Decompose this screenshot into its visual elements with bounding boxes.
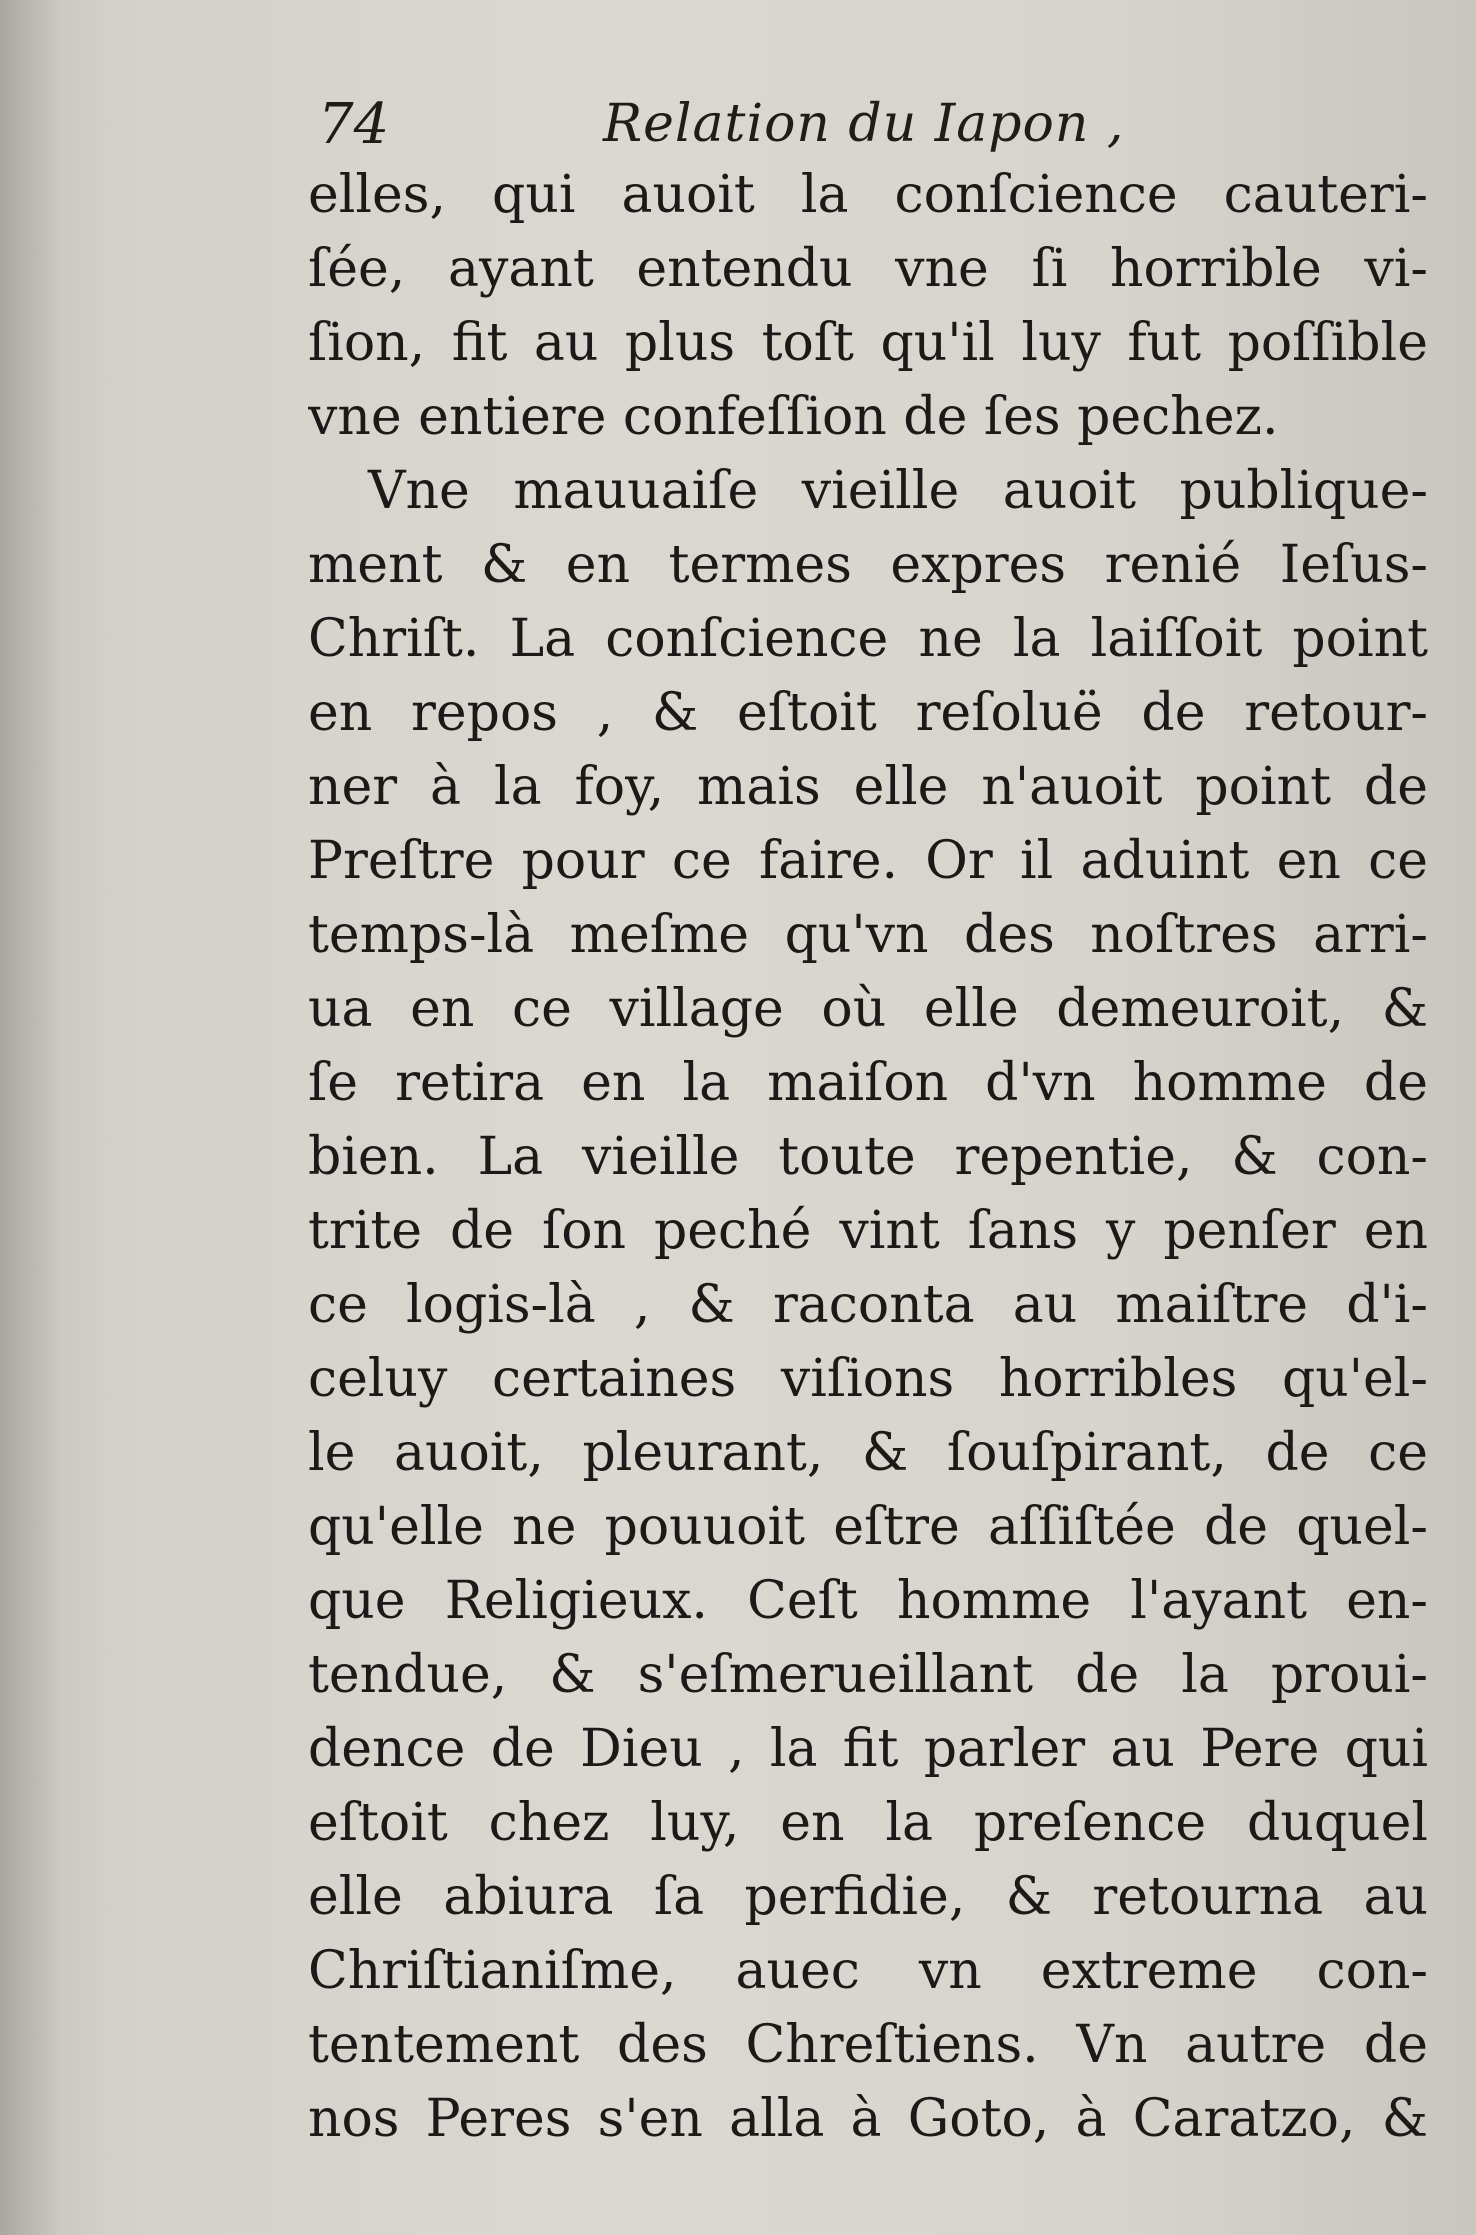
text-line: dence de Dieu , la fit parler au Pere qui bbox=[308, 1719, 1428, 1779]
text-line: nos Peres s'en alla à Goto, à Caratzo, & bbox=[308, 2089, 1428, 2149]
text-line: elle abiura ſa perfidie, & retourna au bbox=[308, 1867, 1428, 1927]
text-line: bien. La vieille toute repentie, & con- bbox=[308, 1127, 1428, 1187]
text-line: ſion, fit au plus toſt qu'il luy fut poſſible bbox=[308, 313, 1428, 373]
page-number: 74 bbox=[318, 92, 390, 157]
text-line: tendue, & s'eſmerueillant de la proui- bbox=[308, 1645, 1428, 1705]
text-line: eſtoit chez luy, en la preſence duquel bbox=[308, 1793, 1428, 1853]
text-line: ua en ce village où elle demeuroit, & bbox=[308, 979, 1428, 1039]
running-title: Relation du Iapon , bbox=[603, 94, 1125, 154]
text-line: Chriſtianiſme, auec vn extreme con- bbox=[308, 1941, 1428, 2001]
text-line: Preſtre pour ce faire. Or il aduint en ce bbox=[308, 831, 1428, 891]
text-line: temps-là meſme qu'vn des noſtres arri- bbox=[308, 905, 1428, 965]
text-line: en repos , & eſtoit reſoluë de retour- bbox=[308, 683, 1428, 743]
text-line: qu'elle ne pouuoit eſtre aſſiſtée de quel- bbox=[308, 1497, 1428, 1557]
text-line: ment & en termes expres renié Ieſus- bbox=[308, 535, 1428, 595]
text-line: ner à la foy, mais elle n'auoit point de bbox=[308, 757, 1428, 817]
text-line: ſe retira en la maiſon d'vn homme de bbox=[308, 1053, 1428, 1113]
text-line: celuy certaines viſions horribles qu'el- bbox=[308, 1349, 1428, 1409]
text-line: ce logis-là , & raconta au maiſtre d'i- bbox=[308, 1275, 1428, 1335]
text-line: vne entiere confeſſion de ſes pechez. bbox=[308, 387, 1279, 447]
text-line: tentement des Chreſtiens. Vn autre de bbox=[308, 2015, 1428, 2075]
text-line: que Religieux. Ceſt homme l'ayant en- bbox=[308, 1571, 1428, 1631]
text-line: Vne mauuaiſe vieille auoit publique- bbox=[368, 461, 1428, 521]
text-line: Chriſt. La conſcience ne la laiſſoit point bbox=[308, 609, 1428, 669]
text-line: elles, qui auoit la conſcience cauteri- bbox=[308, 165, 1428, 225]
body-text bbox=[308, 158, 1428, 2156]
text-line: le auoit, pleurant, & ſouſpirant, de ce bbox=[308, 1423, 1428, 1483]
page-header bbox=[318, 92, 1438, 162]
text-line: trite de ſon peché vint ſans y penſer en bbox=[308, 1201, 1428, 1261]
text-line: ſée, ayant entendu vne ſi horrible vi- bbox=[308, 239, 1428, 299]
